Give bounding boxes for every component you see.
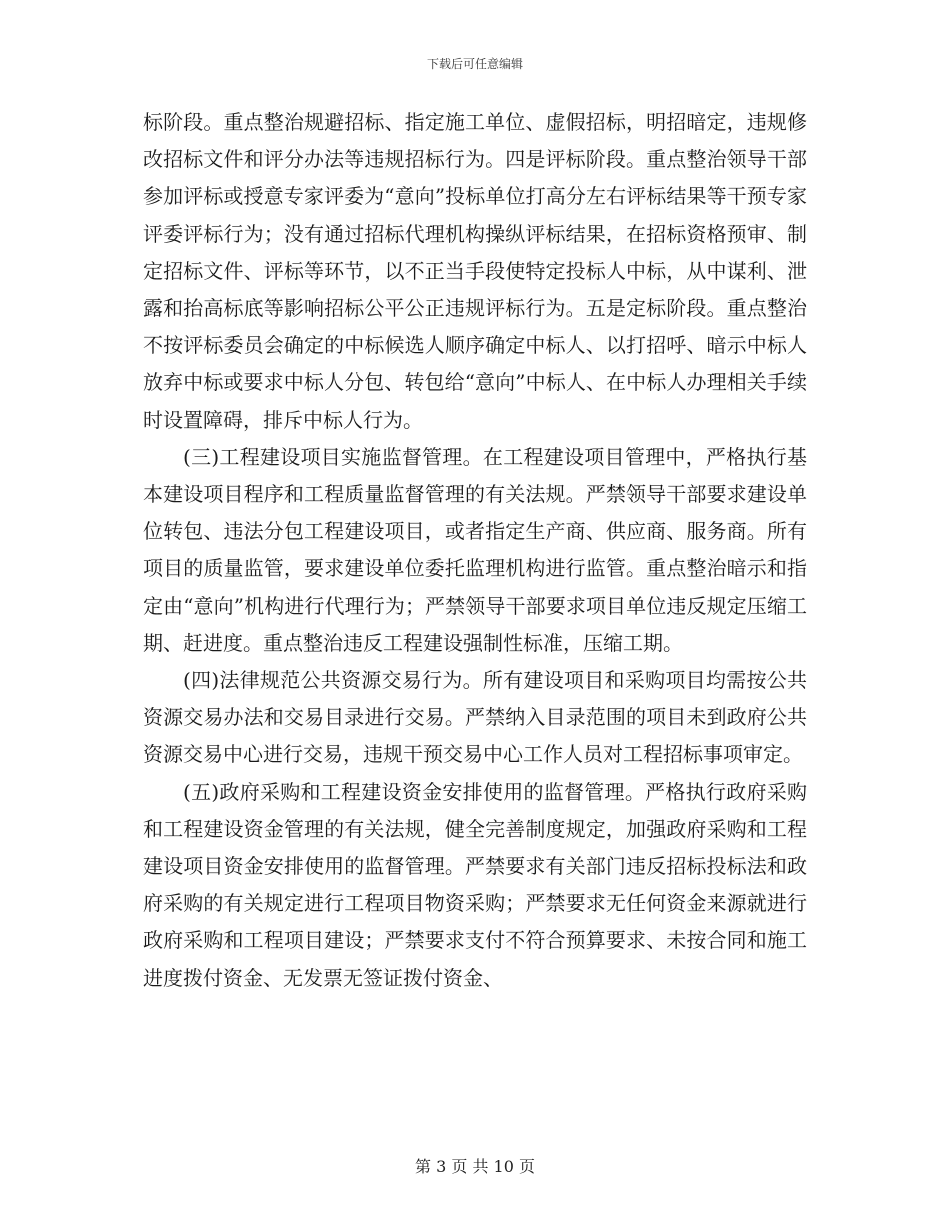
page-header-note: 下载后可任意编辑 bbox=[426, 57, 523, 71]
paragraph-section-5: (五)政府采购和工程建设资金安排使用的监督管理。严格执行政府采购和工程建设资金管理的有关法规，健全完善制度规定，加强政府采购和工程建设项目资金安排使用的监督管理。严禁要求有关部门违反招标投标法和政府采购的有关规定进行工程项目物资采购；严禁要求无任何资金来源就进行政府采购和工程项目建设；严禁要求支付不符合预算要求、未按合同和施工进度拨付资金、无发票无签证拨付资金、 bbox=[143, 779, 807, 990]
paragraph-section-3: (三)工程建设项目实施监督管理。在工程建设项目管理中，严格执行基本建设项目程序和工程质量监督管理的有关法规。严禁领导干部要求建设单位转包、违法分包工程建设项目，或者指定生产商、供应商、服务商。所有项目的质量监管，要求建设单位委托监理机构进行监管。重点整治暗示和指定由“意向”机构进行代理行为；严禁领导干部要求项目单位违反规定压缩工期、赶进度。重点整治违反工程建设强制性标准，压缩工期。 bbox=[143, 444, 807, 655]
document-body bbox=[143, 104, 807, 997]
paragraph-section-4: (四)法律规范公共资源交易行为。所有建设项目和采购项目均需按公共资源交易办法和交易目录进行交易。严禁纳入目录范围的项目未到政府公共资源交易中心进行交易，违规干预交易中心工作人员对工程招标事项审定。 bbox=[143, 668, 807, 767]
paragraph-continuation: 标阶段。重点整治规避招标、指定施工单位、虚假招标，明招暗定，违规修改招标文件和评分办法等违规招标行为。四是评标阶段。重点整治领导干部参加评标或授意专家评委为“意向”投标单位打高分左右评标结果等干预专家评委评标行为；没有通过招标代理机构操纵评标结果，在招标资格预审、制定招标文件、评标等环节，以不正当手段使特定投标人中标，从中谋利、泄露和抬高标底等影响招标公平公正违规评标行为。五是定标阶段。重点整治不按评标委员会确定的中标候选人顺序确定中标人、以打招呼、暗示中标人放弃中标或要求中标人分包、转包给“意向”中标人、在中标人办理相关手续时设置障碍，排斥中标人行为。 bbox=[143, 110, 807, 432]
page-number-footer: 第 3 页 共 10 页 bbox=[415, 1157, 535, 1176]
